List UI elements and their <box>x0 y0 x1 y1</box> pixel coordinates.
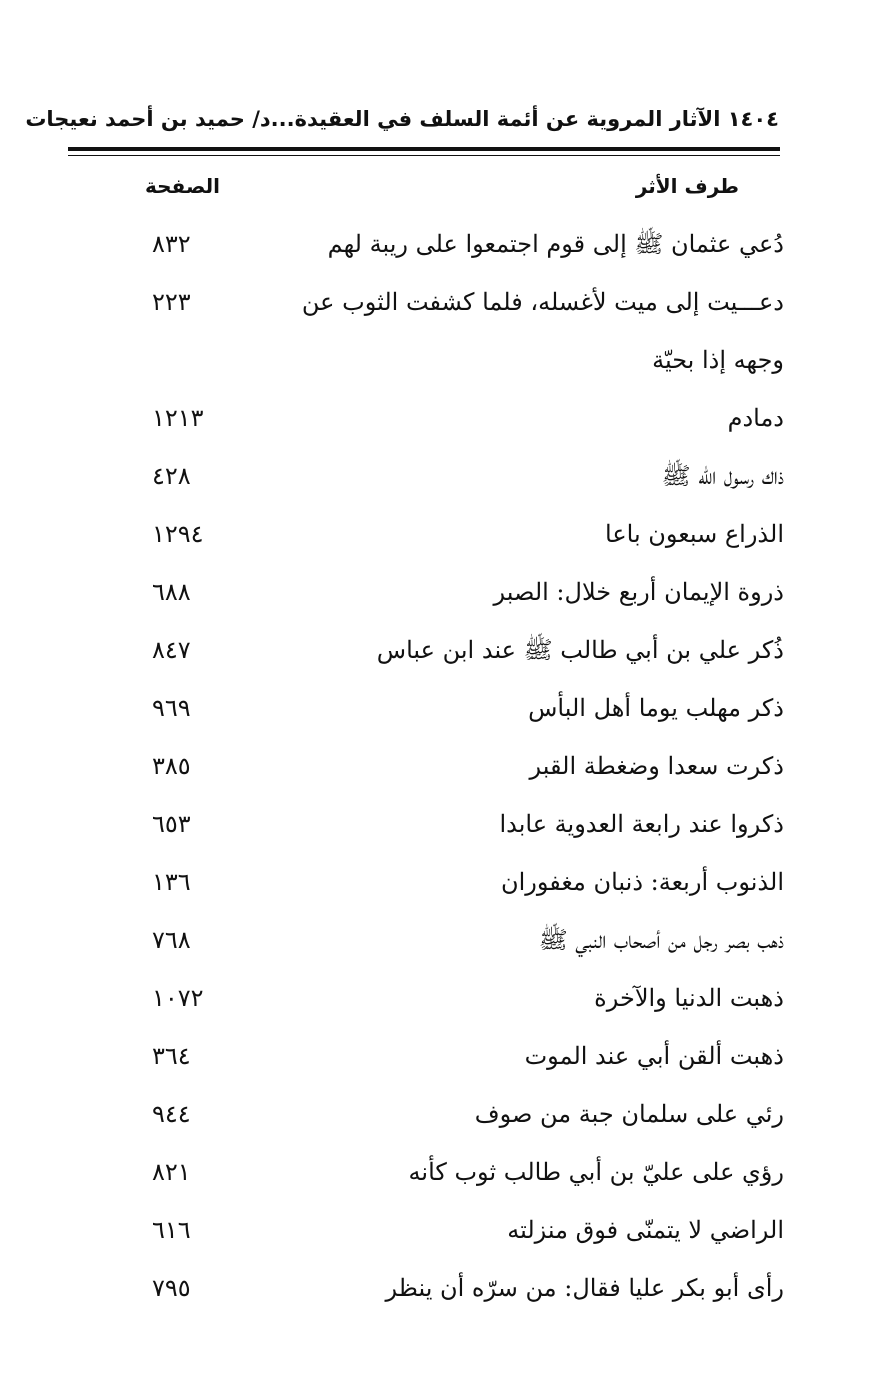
entry-page-number: ٩٤٤ <box>152 1100 191 1128</box>
entry-page-number: ٤٢٨ <box>152 462 191 490</box>
index-entry <box>0 273 879 389</box>
index-entry <box>0 1201 879 1259</box>
entry-page-number: ٧٦٨ <box>152 926 191 954</box>
index-entry <box>0 1027 879 1085</box>
index-entry <box>0 505 879 563</box>
index-entry <box>0 563 879 621</box>
entry-text: دمادم <box>727 404 784 432</box>
header-rule-thin <box>68 155 780 156</box>
index-entry <box>0 1259 879 1317</box>
entry-text: ذكروا عند رابعة العدوية عابدا <box>499 810 784 838</box>
index-entry <box>0 795 879 853</box>
entry-text: ذاك رسول الله ﷺ <box>661 462 784 490</box>
entry-text: الذراع سبعون باعا <box>605 520 784 548</box>
entry-text: دعـــيت إلى ميت لأغسله، فلما كشفت الثوب عن وجهه إذا بحيّة <box>301 288 784 374</box>
index-entry <box>0 1085 879 1143</box>
index-entry <box>0 679 879 737</box>
entry-page-number: ٦١٦ <box>152 1216 191 1244</box>
entry-text: ذهب بصر رجل من أصحاب النبي ﷺ <box>538 926 784 954</box>
entry-text: دُعي عثمان ﷺ إلى قوم اجتمعوا على ريبة لهم <box>327 230 784 258</box>
index-entry <box>0 1143 879 1201</box>
entry-page-number: ١٢١٣ <box>152 404 204 432</box>
entry-text: رؤي على عليّ بن أبي طالب ثوب كأنه <box>408 1158 784 1186</box>
entry-page-number: ١٠٧٢ <box>152 984 204 1012</box>
entry-page-number: ٨٣٢ <box>152 230 191 258</box>
entry-page-number: ٣٦٤ <box>152 1042 191 1070</box>
entry-page-number: ٦٥٣ <box>152 810 191 838</box>
header-rule-thick <box>68 147 780 151</box>
entry-text: ذهبت ألقن أبي عند الموت <box>524 1042 784 1070</box>
entry-page-number: ٨٤٧ <box>152 636 191 664</box>
index-entry <box>0 389 879 447</box>
entry-text: ذهبت الدنيا والآخرة <box>594 984 784 1012</box>
entry-text: ذكر مهلب يوما أهل البأس <box>528 694 784 722</box>
index-entry <box>0 969 879 1027</box>
index-entry <box>0 737 879 795</box>
index-entry <box>0 215 879 273</box>
entry-page-number: ٦٨٨ <box>152 578 191 606</box>
entry-page-number: ١٢٩٤ <box>152 520 204 548</box>
entry-text: الراضي لا يتمنّى فوق منزلته <box>507 1216 784 1244</box>
entry-page-number: ١٣٦ <box>152 868 191 896</box>
entry-text: ذُكر علي بن أبي طالب ﷺ عند ابن عباس <box>376 636 784 664</box>
entry-text: ذكرت سعدا وضغطة القبر <box>529 752 784 780</box>
entry-text: الذنوب أربعة: ذنبان مغفوران <box>500 868 784 896</box>
index-entry <box>0 853 879 911</box>
entry-text: رأى أبو بكر عليا فقال: من سرّه أن ينظر <box>385 1274 784 1302</box>
entry-text: ذروة الإيمان أربع خلال: الصبر <box>493 578 784 606</box>
index-entry <box>0 447 879 505</box>
running-header: ١٤٠٤ الآثار المروية عن أئمة السلف في العقيدة...د/ حميد بن أحمد نعيجات <box>25 107 779 131</box>
column-header-page: الصفحة <box>145 174 221 198</box>
entry-page-number: ٩٦٩ <box>152 694 191 722</box>
index-entry <box>0 911 879 969</box>
entry-text: رئي على سلمان جبة من صوف <box>474 1100 784 1128</box>
entry-page-number: ٢٢٣ <box>152 288 191 316</box>
index-entries <box>0 215 879 1317</box>
column-header-title: طرف الأثر <box>635 174 739 198</box>
entry-page-number: ٧٩٥ <box>152 1274 191 1302</box>
index-entry <box>0 621 879 679</box>
entry-page-number: ٨٢١ <box>152 1158 191 1186</box>
entry-page-number: ٣٨٥ <box>152 752 191 780</box>
